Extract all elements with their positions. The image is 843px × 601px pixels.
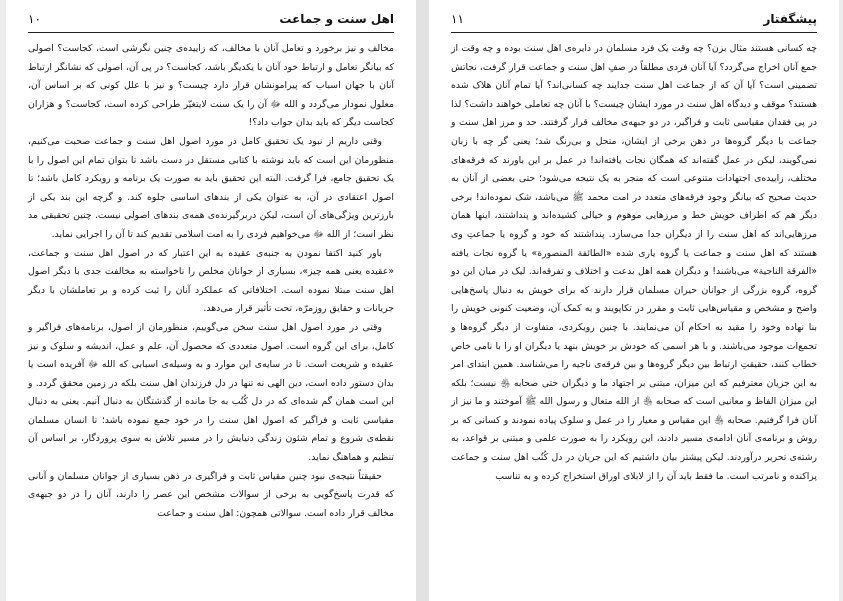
page-number: ۱۰ bbox=[28, 12, 41, 26]
paragraph: حقیقتاً نتیجه‌ی نبود چنین مقیاس ثابت و فراگیری در ذهن بسیاری از جوانان مسلمان و آنانی که قدرت پاسخ‌گویی به برخی از سوالات مشخص این عصر را دارند، آنان را در دو جبهه‌ی مخالف قرار داده است. سوالاتی همچون: اهل سنت و جماعت bbox=[28, 470, 394, 519]
left-page-header bbox=[28, 10, 394, 33]
page-number: ۱۱ bbox=[451, 12, 464, 26]
paragraph: باور کنید اکتفا نمودن به جنبه‌ی عقیده به این اعتبار که در اصول اهل سنت و جماعت، «عقیده یعنی همه چیز»، بسیاری از جوانان مخلص را ناخواسته به مخالفت جدی با دیگر اصول اهل سنت مبتلا نموده است. اختلافاتی که عملکرد آنان را ثبت کرده و بر تعاملشان با دیگر جریانات و حقایق روزمرّه، تحت تأثیر قرار می‌دهد. bbox=[28, 247, 394, 315]
right-page-body bbox=[451, 40, 817, 597]
left-page bbox=[6, 0, 416, 601]
running-title: پیشگفتار bbox=[763, 12, 817, 26]
book-gutter bbox=[416, 0, 429, 601]
right-page bbox=[429, 0, 839, 601]
paragraph: مخالف و نیز برخورد و تعامل آنان با مخالف، که زاییده‌ی چنین نگرشی است، کجاست؟ اصولی که بیانگر تعامل و ارتباط خود آنان با یکدیگر باشد، کجاست؟ در پی آن، اصولی که نشانگر ارتباط آنان با جهان اسباب که پیرامونشان قرار دارد چیست؟ و نیز با علل کونی که بر اساس آن، معلول نمودار می‌گردد و الله ﷻ آن را یک سنت لایتغیّر طراحی کرده است، کجاست؟ و هزاران کجاست دیگر که باید بدان جواب داد؟! bbox=[28, 43, 394, 129]
left-page-body bbox=[28, 40, 394, 597]
right-page-header bbox=[451, 10, 817, 33]
paragraph: وقتی در مورد اصول اهل سنت سخن می‌گوییم، منظورمان از اصول، برنامه‌های فراگیر و کامل، برای این گروه است. اصول متعددی که محصول آن، علم و عمل، اندیشه و سلوک و نیز عقیده و شریعت است. تا در سایه‌ی این موارد و به وسیله‌ی اسبابی که الله ﷻ آفریده است یا بدان دستور داده است، دین الهی نه تنها در دل فرزندان اهل سنت بلکه در زمین محقق گردد. و این است همان گم شده‌ای که در دل کُتُب به جا مانده از گذشتگان به دنبال آنیم. یعنی به دنبال مقیاسی ثابت و فراگیر که اصول اهل سنت را در خود جمع نموده باشد؛ تا انسان مسلمان نقطه‌ی شروع و تمام شئون زندگی دنیایش را در مسیر تلاش به سوی پروردگار، بر اساس آن تنظیم و هماهنگ نماید. bbox=[28, 321, 394, 464]
paragraph: وقتی داریم از نبود یک تحقیق کامل در مورد اصول اهل سنت و جماعت صحبت می‌کنیم، منظورمان این است که باید نوشته با کتابی مستقل در دست باشد تا بتوان تمام این اصول را با یک تحقیق جامع، فرا گرفت. البته این تحقیق باید به صورت یک برنامه و رویکرد کامل باشد؛ تا اصول اعتقادی در آن، به عنوان یکی از بندهای اساسی جلوه کند. و گرچه این بند یکی از بارزترین ویژگی‌های آن است، لیکن دربرگیرنده‌ی همه‌ی بندهای اصولی نیست. چنین تحقیقی مد نظر است؛ از الله ﷻ می‌خواهیم فردی را به امت اسلامی تقدیم کند تا آن را اجرایی نماید. bbox=[28, 135, 394, 240]
paragraph: چه کسانی هستند مثال بزن؟ چه وقت یک فرد مسلمان در دایره‌ی اهل سنت بوده و چه وقت از جمع آنان اخراج می‌گردد؟ آیا آنان فردی مطلقاً در صفِ اهل سنت و جماعت قرار گرفت، نجاتش تضمینی است؟ آیا آن که از جماعت اهل سنت جدایند چه کسانی‌اند؟ آیا تمام آنان هلاک شده هستند؟ موقف و دیدگاه اهل سنت در مورد ایشان چیست؟ با آنان چه تعاملی خواهند داشت؟ لذا در پی فقدان مقیاسی ثابت و فراگیر، در دو جبهه‌ی مخالف قرار گرفتند. حد و مرز اهل سنت و جماعت با دیگر گروه‌ها در ذهن برخی از ایشان، متحل و بی‌رنگ شد؛ یعنی گر چه با زبان نمی‌گویند، لیکن در عمل گفته‌اند که همگان نجات یافته‌اند! در عمل بر این باورند که فرقه‌های مختلف، زاییده‌ی اجتهادات متنوعی است که منجر به یک نتیجه می‌شود؛ حتی بعضی از آنان به حدیث صحیح که بیانگر وجود فرقه‌های متعدد در امت محمد ﷺ می‌باشد، شک نموده‌اند! برخی دیگر هم که اطراف خویش خط و مرزهایی موهوم و خیالی کشیده‌اند و پنداشتند، اینها همان مرزهایی‌اند که اهل سنت را از دیگران جدا می‌سازد. پنداشتند که خود و گروه یا جماعتِ وی هستند که اهل سنت و جماعت یا گروه یاری شده «الطائفة المنصورة» یا گروه نجات یافته «الفرقة الناجیة» می‌باشند! و دیگران همه اهل بدعت و اختلاف و تفرقه‌اند. لیک در میان این دو گروه، گروه بزرگی از جوانان حیران مسلمان قرار دارند که برای خویش به دنبال پاسخ‌هایی واضح و مشخص و مقیاس‌هایی ثابت و مقرر در تکاپویند و به کمک آن، وضعیت کنونی خویش را بنا نهاده وخود را مقید به احکام آن می‌نمایند. با چنین رویکردی، متفاوت از دیگر گروه‌ها و تجمع‌ات موجود می‌باشند. و با هر اسمی که خودش بر خویش بنهد یا دیگران او را با نامی خاص خطاب کنند، حقیقتِ ارتباط بین دیگر گروه‌ها و بین فرقه‌ی ناجیه را می‌شناسد. همین ابتدای امر به این جریان معترفیم که این میزان، مبتنی بر اجتهاد ما و دیگران حتی صحابه ‌﵃ نیست؛ بلکه این میزان الفاظ و معانیی است که صحابه ‌﵃ از الله متعال و رسول الله ﷺ آموختند و ما نیز از آنان فرا گرفتیم. صحابه ‌﵃ این مقیاس و معیار را در عمل و سلوک پیاده نمودند و کسانی که بر روش و برنامه‌ی آنان ادامه‌ی مسیر دادند، این رویکرد را به صورت علمی و مبتنی بر قواعد، به رشته‌ی تحریر درآوردند. لیکن پیشتر بیان داشتیم که این جریان در دل کُتُب اهل سنت و جماعت پراکنده و نامرتب است. ما فقط باید آن را از لابلای اوراق استخراج کرده و به تناسب bbox=[451, 43, 817, 482]
running-title: اهل سنت و جماعت bbox=[279, 12, 394, 26]
